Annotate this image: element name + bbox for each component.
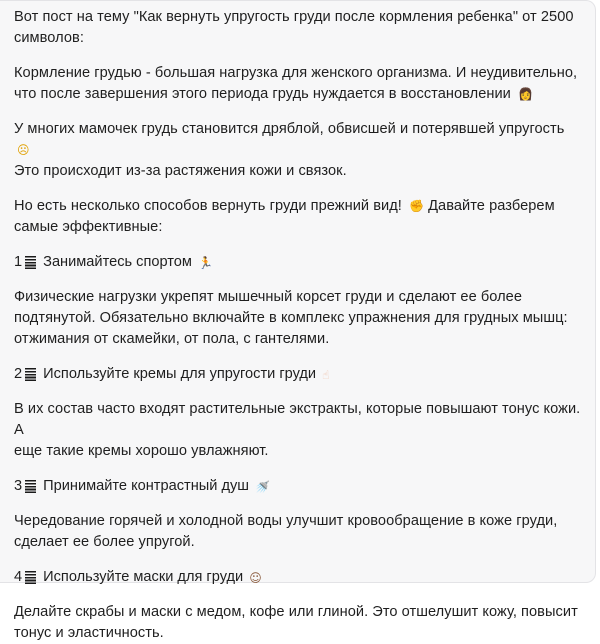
- text-line: подтянутой. Обязательно включайте в комплекс упражнения для грудных мышц:: [14, 310, 568, 326]
- text-line: еще такие кремы хорошо увлажняют.: [14, 443, 269, 459]
- item-body-1: [14, 287, 581, 350]
- item-body-3: [14, 511, 581, 553]
- list-heading-1: [14, 252, 581, 273]
- text-line: что после завершения этого периода грудь нуждается в восстановлении: [14, 86, 511, 102]
- list-lines-icon: [25, 368, 36, 381]
- item-title: Принимайте контрастный душ: [43, 478, 249, 494]
- item-body-2: [14, 399, 581, 462]
- paragraph-1: [14, 63, 581, 105]
- woman-doctor-emoji-icon: 👩: [518, 87, 533, 102]
- list-lines-icon: [25, 571, 36, 584]
- text-line: Кормление грудью - большая нагрузка для женского организма. И неудивительно,: [14, 65, 578, 81]
- runner-emoji-icon: 🏃: [197, 255, 213, 270]
- paragraph-2: [14, 119, 581, 182]
- shower-emoji-icon: 🚿: [254, 479, 270, 494]
- item-title: Занимайтесь спортом: [43, 254, 192, 270]
- list-lines-icon: [25, 480, 36, 493]
- item-number: 4: [14, 569, 23, 585]
- text-line: символов:: [14, 30, 84, 46]
- text-line: Чередование горячей и холодной воды улучшит кровообращение в коже груди,: [14, 513, 558, 529]
- text-line: Давайте разберем: [428, 198, 555, 214]
- flexed-biceps-emoji-icon: ✊: [409, 199, 425, 214]
- text-line: Физические нагрузки укрепят мышечный корсет груди и сделают ее более: [14, 289, 523, 305]
- text-line: сделает ее более упругой.: [14, 534, 195, 550]
- item-number: 2: [14, 366, 23, 382]
- text-line: Это происходит из-за растяжения кожи и связок.: [14, 163, 347, 179]
- text-line: Делайте скрабы и маски с медом, кофе или глиной. Это отшелушит кожу, повысит: [14, 604, 578, 620]
- item-title: Используйте маски для груди: [43, 569, 244, 585]
- text-line: У многих мамочек грудь становится дряблой, обвисшей и потерявшей упругость: [14, 121, 565, 137]
- item-body-4: [14, 602, 581, 644]
- list-heading-4: [14, 567, 581, 588]
- item-title: Используйте кремы для упругости груди: [43, 366, 317, 382]
- text-line: самые эффективные:: [14, 219, 163, 235]
- list-heading-3: [14, 476, 581, 497]
- woman-face-emoji-icon: ☺: [249, 570, 262, 585]
- sad-face-emoji-icon: ☹: [17, 143, 30, 158]
- list-lines-icon: [25, 256, 36, 269]
- item-number: 1: [14, 254, 23, 270]
- list-heading-2: [14, 364, 581, 385]
- intro-paragraph: [14, 7, 581, 49]
- text-line: В их состав часто входят растительные экстракты, которые повышают тонус кожи. А: [14, 401, 581, 438]
- hand-emoji-icon: ☝: [322, 367, 330, 382]
- paragraph-3: [14, 196, 581, 238]
- text-line: Но есть несколько способов вернуть груди прежний вид!: [14, 198, 402, 214]
- item-number: 3: [14, 478, 23, 494]
- text-line: тонус и эластичность.: [14, 625, 164, 641]
- text-line: Вот пост на тему "Как вернуть упругость груди после кормления ребенка" от 2500: [14, 9, 574, 25]
- text-line: отжимания от скамейки, от пола, с гантелями.: [14, 331, 330, 347]
